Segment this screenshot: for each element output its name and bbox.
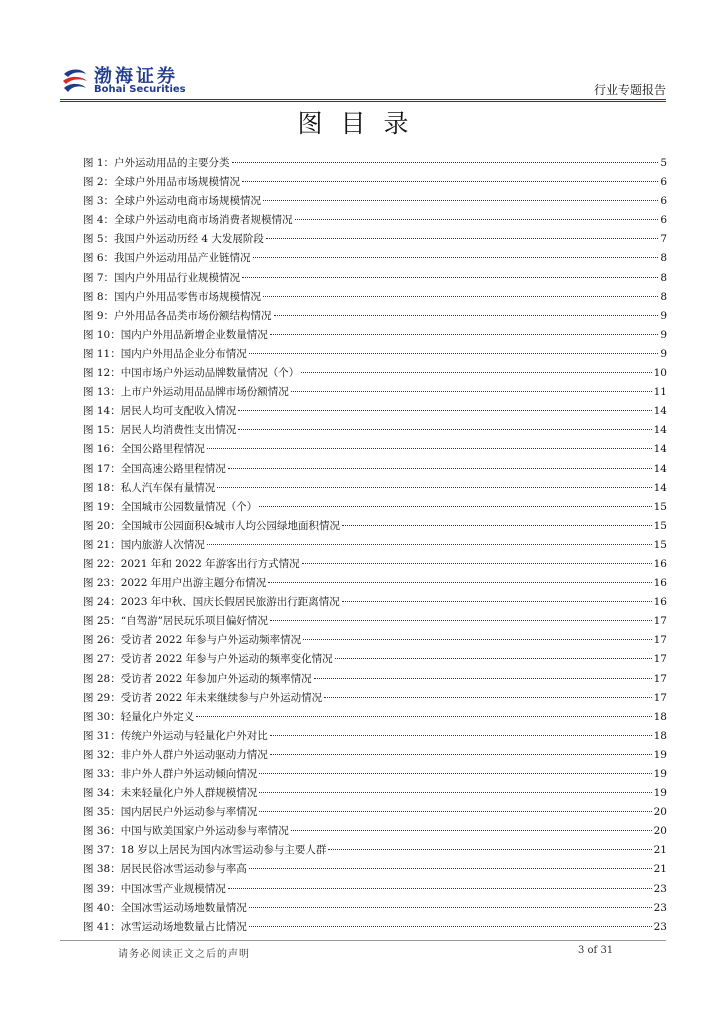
toc-entry-label: 图 27：受访者 2022 年参与户外运动的频率变化情况	[83, 653, 333, 666]
footer-divider	[60, 940, 666, 941]
toc-dot-leader	[270, 754, 652, 755]
toc-entry-page: 15	[653, 538, 667, 551]
toc-entry[interactable]	[83, 631, 667, 650]
toc-entry[interactable]	[83, 211, 667, 230]
toc-entry[interactable]	[83, 536, 667, 555]
toc-entry-label: 图 14：居民人均可支配收入情况	[83, 405, 237, 418]
toc-entry[interactable]	[83, 269, 667, 288]
toc-dot-leader	[196, 716, 651, 717]
toc-entry-page: 17	[653, 672, 667, 685]
toc-entry[interactable]	[83, 326, 667, 345]
toc-entry-page: 15	[653, 500, 667, 513]
toc-dot-leader	[263, 200, 658, 201]
toc-entry-label: 图 13：上市户外运动用品品牌市场份额情况	[83, 386, 289, 399]
toc-entry-label: 图 41：冰雪运动场地数量占比情况	[83, 920, 247, 933]
toc-entry-label: 图 9：户外用品各品类市场份额结构情况	[83, 309, 272, 322]
toc-entry-label: 图 18：私人汽车保有量情况	[83, 481, 216, 494]
toc-entry-label: 图 1：户外运动用品的主要分类	[83, 157, 230, 169]
toc-entry[interactable]	[83, 498, 667, 517]
header-divider	[60, 99, 666, 100]
toc-entry-page: 9	[660, 347, 667, 360]
toc-entry-label: 图 6：我国户外运动用品产业链情况	[83, 252, 251, 265]
toc-entry-label: 图 11：国内户外用品企业分布情况	[83, 347, 247, 360]
toc-dot-leader	[238, 429, 651, 430]
toc-dot-leader	[324, 697, 652, 698]
toc-entry[interactable]	[83, 860, 667, 879]
toc-entry-label: 图 8：国内户外用品零售市场规模情况	[83, 290, 262, 303]
toc-entry-page: 9	[660, 309, 667, 322]
toc-dot-leader	[232, 162, 659, 163]
toc-entry[interactable]	[83, 345, 667, 364]
toc-dot-leader	[259, 811, 651, 812]
toc-entry-label: 图 33：非户外人群户外运动倾向情况	[83, 768, 258, 780]
toc-entry[interactable]	[83, 555, 667, 574]
toc-entry[interactable]	[83, 440, 667, 459]
toc-entry-page: 9	[660, 328, 667, 341]
toc-entry-page: 15	[653, 519, 667, 532]
toc-entry-label: 图 25：“自驾游”居民玩乐项目偏好情况	[83, 615, 268, 628]
toc-entry-page: 14	[653, 424, 667, 437]
toc-dot-leader	[270, 334, 659, 335]
toc-dot-leader	[207, 544, 652, 545]
toc-entry-page: 6	[660, 176, 667, 189]
toc-entry[interactable]	[83, 574, 667, 593]
toc-dot-leader	[249, 868, 652, 869]
toc-entry[interactable]	[83, 880, 667, 899]
toc-entry-page: 14	[653, 405, 667, 418]
toc-dot-leader	[259, 773, 651, 774]
toc-entry[interactable]	[83, 383, 667, 402]
toc-dot-leader	[291, 391, 652, 392]
toc-entry-page: 14	[653, 462, 667, 475]
toc-entry-label: 图 29：受访者 2022 年未来继续参与户外运动情况	[83, 691, 323, 704]
page-title: 图目录	[297, 109, 427, 138]
toc-entry[interactable]	[83, 421, 667, 440]
toc-entry-page: 21	[653, 863, 667, 876]
toc-entry-page: 16	[653, 577, 667, 590]
toc-entry-page: 19	[653, 768, 667, 780]
toc-entry-label: 图 7：国内户外用品行业规模情况	[83, 271, 241, 284]
toc-entry-page: 20	[653, 825, 667, 838]
toc-entry-label: 图 35：国内居民户外运动参与率情况	[83, 806, 258, 819]
toc-entry-label: 图 4：全球户外运动电商市场消费者规模情况	[83, 214, 293, 227]
toc-entry-page: 20	[653, 806, 667, 819]
toc-entry[interactable]	[83, 708, 667, 727]
toc-dot-leader	[242, 181, 658, 182]
toc-dot-leader	[259, 506, 651, 507]
toc-entry-label: 图 21：国内旅游人次情况	[83, 538, 205, 551]
toc-entry-label: 图 36：中国与欧美国家户外运动参与率情况	[83, 825, 289, 838]
toc-dot-leader	[314, 678, 652, 679]
toc-dot-leader	[270, 620, 652, 621]
toc-dot-leader	[228, 468, 652, 469]
toc-dot-leader	[238, 410, 651, 411]
toc-dot-leader	[335, 658, 652, 659]
toc-entry[interactable]	[83, 765, 667, 784]
toc-dot-leader	[274, 315, 659, 316]
toc-entry-label: 图 39：中国冰雪产业规模情况	[83, 882, 226, 895]
toc-entry-label: 图 34：未来轻量化户外人群规模情况	[83, 787, 258, 800]
toc-dot-leader	[249, 353, 659, 354]
toc-dot-leader	[342, 525, 652, 526]
toc-entry-page: 17	[653, 691, 667, 704]
toc-dot-leader	[291, 830, 652, 831]
toc-entry-page: 8	[660, 271, 667, 284]
toc-entry[interactable]	[83, 689, 667, 708]
toc-entry-page: 6	[660, 195, 667, 208]
toc-dot-leader	[342, 601, 652, 602]
toc-dot-leader	[295, 219, 659, 220]
toc-entry-label: 图 30：轻量化户外定义	[83, 710, 195, 723]
toc-entry[interactable]	[83, 517, 667, 536]
toc-dot-leader	[263, 296, 658, 297]
toc-entry[interactable]	[83, 612, 667, 631]
toc-dot-leader	[253, 257, 659, 258]
toc-entry[interactable]	[83, 822, 667, 841]
toc-entry-label: 图 16：全国公路里程情况	[83, 443, 205, 456]
toc-entry-page: 23	[653, 882, 667, 895]
toc-entry[interactable]	[83, 230, 667, 249]
footer-disclaimer: 请务必阅读正文之后的声明	[118, 949, 250, 960]
toc-entry-page: 17	[653, 615, 667, 628]
toc-entry[interactable]	[83, 670, 667, 689]
toc-entry-page: 17	[653, 653, 667, 666]
toc-entry-page: 11	[653, 386, 667, 399]
toc-entry-label: 图 26：受访者 2022 年参与户外运动频率情况	[83, 634, 302, 647]
toc-entry[interactable]	[83, 918, 667, 937]
toc-entry-page: 18	[653, 729, 667, 742]
toc-entry[interactable]	[83, 784, 667, 803]
toc-dot-leader	[301, 372, 651, 373]
toc-dot-leader	[328, 849, 651, 850]
toc-entry[interactable]	[83, 307, 667, 326]
toc-entry-page: 17	[653, 634, 667, 647]
toc-entry-label: 图 32：非户外人群户外运动驱动力情况	[83, 748, 268, 761]
logo-chinese-name: 渤海证券	[94, 66, 178, 87]
toc-entry-page: 6	[660, 214, 667, 227]
toc-dot-leader	[259, 792, 651, 793]
logo-english-name: Bohai Securities	[94, 84, 186, 95]
toc-entry-page: 8	[660, 252, 667, 265]
toc-entry-page: 10	[653, 367, 667, 380]
toc-entry-page: 14	[653, 481, 667, 494]
toc-entry-label: 图 2：全球户外用品市场规模情况	[83, 176, 241, 189]
toc-entry-label: 图 22：2021 年和 2022 年游客出行方式情况	[83, 557, 300, 570]
toc-entry-label: 图 40：全国冰雪运动场地数量情况	[83, 901, 247, 914]
toc-entry-label: 图 28：受访者 2022 年参加户外运动的频率情况	[83, 672, 312, 685]
toc-entry-page: 23	[653, 920, 667, 933]
toc-entry-page: 16	[653, 596, 667, 609]
toc-entry[interactable]	[83, 727, 667, 746]
toc-entry-label: 图 38：居民民俗冰雪运动参与率高	[83, 863, 247, 876]
toc-dot-leader	[217, 487, 651, 488]
toc-entry-label: 图 5：我国户外运动历经 4 大发展阶段	[83, 233, 264, 246]
toc-entry-label: 图 10：国内户外用品新增企业数量情况	[83, 328, 268, 341]
toc-entry-page: 8	[660, 290, 667, 303]
toc-entry[interactable]	[83, 899, 667, 918]
toc-entry-label: 图 31：传统户外运动与轻量化户外对比	[83, 729, 268, 742]
toc-entry[interactable]	[83, 249, 667, 268]
toc-entry[interactable]	[83, 173, 667, 192]
toc-dot-leader	[302, 563, 652, 564]
toc-entry[interactable]	[83, 593, 667, 612]
report-type-label: 行业专题报告	[593, 83, 666, 97]
toc-entry-page: 14	[653, 443, 667, 456]
toc-entry-page: 23	[653, 901, 667, 914]
toc-entry[interactable]	[83, 841, 667, 860]
toc-dot-leader	[270, 735, 652, 736]
toc-dot-leader	[268, 582, 651, 583]
toc-entry[interactable]	[83, 650, 667, 669]
toc-dot-leader	[249, 926, 652, 927]
toc-entry[interactable]	[83, 288, 667, 307]
page-header	[60, 62, 666, 100]
toc-entry-label: 图 15：居民人均消费性支出情况	[83, 424, 237, 437]
toc-entry[interactable]	[83, 402, 667, 421]
toc-entry[interactable]	[83, 154, 667, 173]
toc-entry-label: 图 19：全国城市公园数量情况（个）	[83, 500, 258, 513]
toc-entry-page: 19	[653, 787, 667, 800]
toc-entry-page: 18	[653, 710, 667, 723]
bohai-logo-icon	[60, 66, 90, 96]
figure-table-of-contents	[83, 154, 667, 937]
toc-entry-label: 图 24：2023 年中秋、国庆长假居民旅游出行距离情况	[83, 596, 340, 609]
toc-entry-label: 图 20：全国城市公园面积&城市人均公园绿地面积情况	[83, 519, 341, 532]
footer-page-number: 3 of 31	[578, 945, 614, 956]
toc-dot-leader	[228, 888, 652, 889]
toc-entry-page: 19	[653, 748, 667, 761]
toc-entry-page: 5	[660, 157, 667, 169]
toc-dot-leader	[242, 277, 658, 278]
toc-entry[interactable]	[83, 479, 667, 498]
toc-entry[interactable]	[83, 192, 667, 211]
toc-entry-label: 图 17：全国高速公路里程情况	[83, 462, 226, 475]
toc-entry[interactable]	[83, 803, 667, 822]
toc-entry[interactable]	[83, 460, 667, 479]
toc-entry[interactable]	[83, 364, 667, 383]
toc-dot-leader	[249, 907, 652, 908]
toc-entry-label: 图 37：18 岁以上居民为国内冰雪运动参与主要人群	[83, 844, 327, 857]
toc-entry-page: 21	[653, 844, 667, 857]
toc-dot-leader	[303, 639, 652, 640]
toc-entry-label: 图 12：中国市场户外运动品牌数量情况（个）	[83, 367, 300, 380]
toc-entry-page: 16	[653, 557, 667, 570]
toc-dot-leader	[266, 238, 658, 239]
toc-entry[interactable]	[83, 746, 667, 765]
toc-entry-label: 图 23：2022 年用户出游主题分布情况	[83, 577, 267, 590]
toc-entry-page: 7	[660, 233, 667, 246]
toc-entry-label: 图 3：全球户外运动电商市场规模情况	[83, 195, 262, 208]
toc-dot-leader	[207, 448, 652, 449]
header-divider-secondary	[60, 101, 666, 102]
